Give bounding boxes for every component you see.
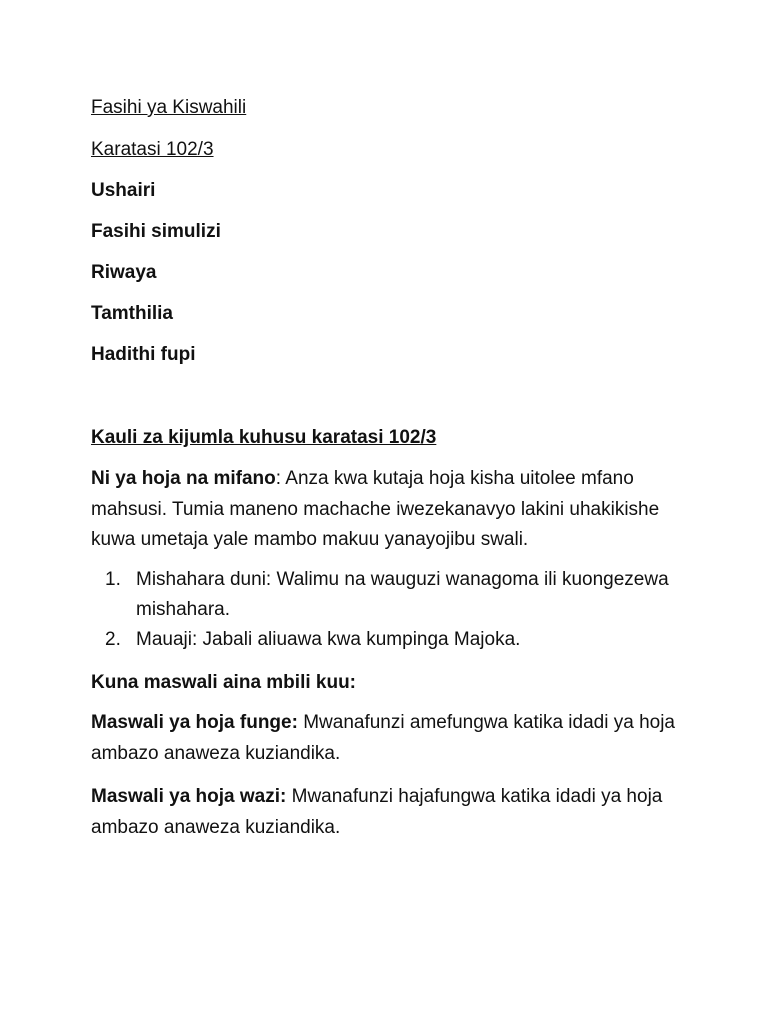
- topic-item: Hadithi fupi: [91, 344, 196, 365]
- section-heading: Kauli za kijumla kuhusu karatasi 102/3: [91, 427, 437, 448]
- closed-label: Maswali ya hoja funge:: [91, 712, 298, 733]
- paper-code: Karatasi 102/3: [91, 139, 214, 160]
- list-number: 2.: [105, 629, 121, 650]
- topic-item: Ushairi: [91, 180, 156, 201]
- list-item: [91, 625, 691, 655]
- intro-label: Ni ya hoja na mifano: [91, 468, 276, 489]
- list-text: Mishahara duni: Walimu na wauguzi wanagoma ili kuongezewa mishahara.: [136, 569, 669, 620]
- list-text: Mauaji: Jabali aliuawa kwa kumpinga Majoka.: [136, 629, 521, 650]
- list-number: 1.: [105, 569, 121, 590]
- closed-questions-paragraph: [91, 708, 691, 769]
- open-label: Maswali ya hoja wazi:: [91, 786, 287, 807]
- intro-paragraph: [91, 464, 691, 556]
- types-heading: Kuna maswali aina mbili kuu:: [91, 672, 357, 693]
- topic-item: Tamthilia: [91, 303, 173, 324]
- document-title: Fasihi ya Kiswahili: [91, 97, 247, 118]
- closed-text: Mwanafunzi amefungwa katika idadi ya hoja ambazo anaweza kuziandika.: [91, 712, 675, 764]
- intro-text: : Anza kwa kutaja hoja kisha uitolee mfano mahsusi. Tumia maneno machache iwezekanavyo lakini uhakikishe kuwa umetaja yale mambo makuu yanayojibu swali.: [91, 468, 660, 550]
- topic-item: Riwaya: [91, 262, 157, 283]
- open-questions-paragraph: [91, 782, 691, 843]
- topic-item: Fasihi simulizi: [91, 221, 221, 242]
- list-item: [91, 565, 691, 625]
- examples-list: [91, 565, 691, 655]
- open-text: Mwanafunzi hajafungwa katika idadi ya hoja ambazo anaweza kuziandika.: [91, 786, 663, 838]
